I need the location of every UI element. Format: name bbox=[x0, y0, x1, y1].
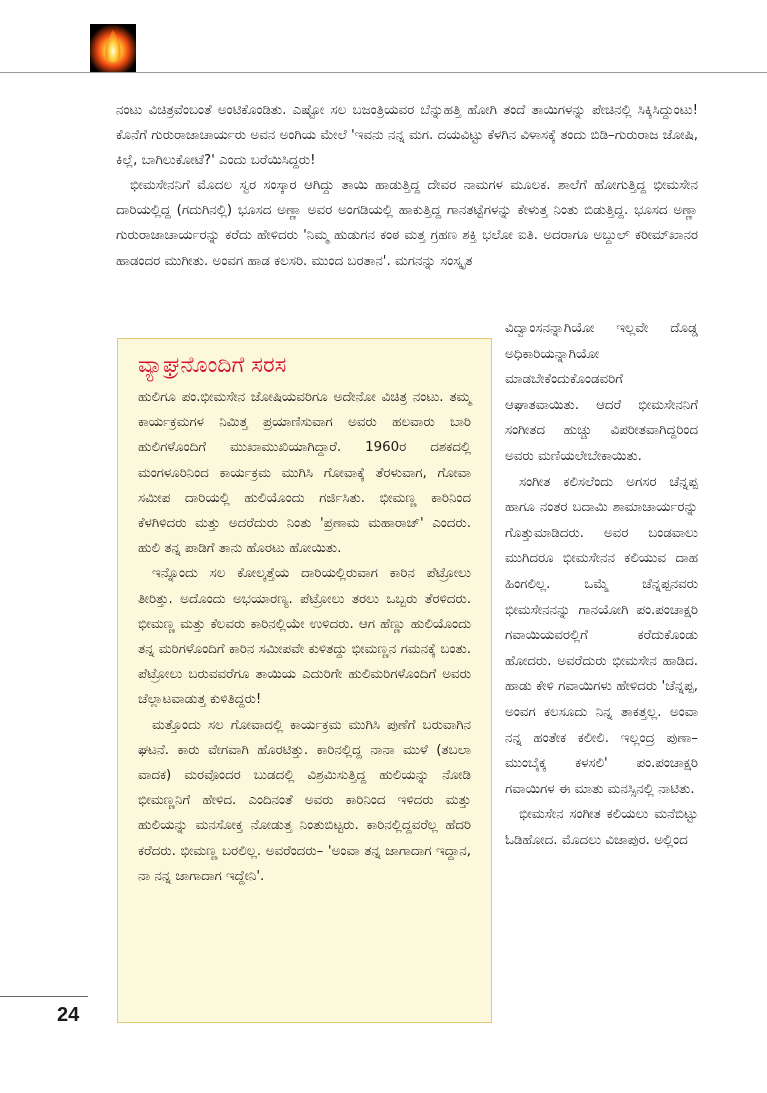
article-paragraph: ವಿದ್ವಾಂಸನನ್ನಾಗಿಯೋ ಇಲ್ಲವೇ ದೊಡ್ಡ ಅಧಿಕಾರಿಯನ್ನಾಗಿಯೋ ಮಾಡಬೇಕೆಂದುಕೊಂಡವರಿಗೆ ಆಘಾತವಾಯಿತು. ಆದರೆ ಭೀಮಸೇನನಿಗೆ ಸಂಗೀತದ ಹುಚ್ಚು ವಿಪರೀತವಾಗಿದ್ದರಿಂದ ಅವರು ಮಣಿಯಲೇಬೇಕಾಯಿತು. bbox=[505, 321, 698, 464]
article-top-text bbox=[116, 98, 698, 274]
sidebar-body bbox=[138, 385, 471, 889]
sidebar-title: ವ್ಯಾಘ್ರನೊಂದಿಗೆ ಸರಸ bbox=[138, 353, 287, 378]
footer-rule bbox=[0, 996, 88, 997]
article-paragraph: ನಂಟು ವಿಚಿತ್ರವೆಂಬಂತೆ ಅಂಟಿಕೊಂಡಿತು. ಎಷ್ಟೋ ಸಲ ಬಜಂತ್ರಿಯವರ ಬೆನ್ನುಹತ್ತಿ ಹೋಗಿ ತಂದೆ ತಾಯಿಗಳನ್ನು ಪೇಚಿನಲ್ಲಿ ಸಿಕ್ಕಿಸಿದ್ದುಂಟು! ಕೊನೆಗೆ ಗುರುರಾಜಾಚಾರ್ಯರು ಅವನ ಅಂಗಿಯ ಮೇಲೆ 'ಇವನು ನನ್ನ ಮಗ. ದಯವಿಟ್ಟು ಕೆಳಗಿನ ವಿಳಾಸಕ್ಕೆ ತಂದು ಬಿಡಿ–ಗುರುರಾಜ ಜೋಷಿ, ಕಿಲ್ಲೆ, ಬಾಗಿಲುಕೋಟೆ?' ಎಂದು ಬರೆಯಿಸಿದ್ದರು! bbox=[116, 103, 698, 169]
article-paragraph: ಭೀಮಸೇನ ಸಂಗೀತ ಕಲಿಯಲು ಮನೆಬಿಟ್ಟು ಓಡಿಹೋದ. ಮೊದಲು ವಿಜಾಪುರ. ಅಲ್ಲಿಂದ bbox=[505, 807, 698, 848]
sidebar-paragraph: ಮತ್ತೊಂದು ಸಲ ಗೋವಾದಲ್ಲಿ ಕಾರ್ಯಕ್ರಮ ಮುಗಿಸಿ ಪುಣೆಗೆ ಬರುವಾಗಿನ ಘಟನೆ. ಕಾರು ವೇಗವಾಗಿ ಹೊರಟಿತ್ತು. ಕಾರಿನಲ್ಲಿದ್ದ ನಾನಾ ಮುಳೆ (ತಬಲಾ ವಾದಕ) ಮರವೊಂದರ ಬುಡದಲ್ಲಿ ವಿಶ್ರಮಿಸುತ್ತಿದ್ದ ಹುಲಿಯನ್ನು ನೋಡಿ ಭೀಮಣ್ಣನಿಗೆ ಹೇಳಿದ. ಎಂದಿನಂತೆ ಅವರು ಕಾರಿನಿಂದ ಇಳಿದರು ಮತ್ತು ಹುಲಿಯನ್ನು ಮನಸೋಕ್ತ ನೋಡುತ್ತ ನಿಂತುಬಿಟ್ಟರು. ಕಾರಿನಲ್ಲಿದ್ದವರೆಲ್ಲ ಹೆದರಿ ಕರೆದರು. ಭೀಮಣ್ಣ ಬರಲಿಲ್ಲ. ಅವರೆಂದರು– 'ಅಂವಾ ತನ್ನ ಜಾಗಾದಾಗ ಇದ್ದಾನ, ನಾ ನನ್ನ ಜಾಗಾದಾಗ ಇದ್ದೇನಿ'. bbox=[138, 717, 471, 884]
article-paragraph: ಸಂಗೀತ ಕಲಿಸಲೆಂದು ಅಗಸರ ಚೆನ್ನಪ್ಪ ಹಾಗೂ ನಂತರ ಬದಾಮಿ ಶಾಮಾಚಾರ್ಯರನ್ನು ಗೊತ್ತುಮಾಡಿದರು. ಅವರ ಬಂಡವಾಲು ಮುಗಿದರೂ ಭೀಮಸೇನನ ಕಲಿಯುವ ದಾಹ ಹಿಂಗಲಿಲ್ಲ. ಒಮ್ಮೆ ಚೆನ್ನಪ್ಪನವರು ಭೀಮಸೇನನನ್ನು ಗಾನಯೋಗಿ ಪಂ.ಪಂಚಾಕ್ಷರಿ ಗವಾಯಿಯವರಲ್ಲಿಗೆ ಕರೆದುಕೊಂಡು ಹೋದರು. ಅವರೆದುರು ಭೀಮಸೇನ ಹಾಡಿದ. ಹಾಡು ಕೇಳಿ ಗವಾಯಿಗಳು ಹೇಳಿದರು 'ಚೆನ್ನಪ್ಪ, ಅಂವಗ ಕಲಸೂದು ನಿನ್ನ ತಾಕತ್ತಲ್ಲ. ಅಂವಾ ನನ್ನ ಹಂತೇಕ ಕಲೀಲಿ. ಇಲ್ಲಂದ್ರ ಪುಣಾ–ಮುಂಬೈಕ್ಕ ಕಳಸಲಿ' ಪಂ.ಪಂಚಾಕ್ಷರಿ ಗವಾಯಿಗಳ ಈ ಮಾತು ಮನಸ್ಸಿನಲ್ಲಿ ನಾಟಿತು. bbox=[505, 474, 698, 797]
sidebar-paragraph: ಇನ್ನೊಂದು ಸಲ ಕೋಲ್ಕತ್ತೆಯ ದಾರಿಯಲ್ಲಿರುವಾಗ ಕಾರಿನ ಪೆಟ್ರೋಲು ತೀರಿತ್ತು. ಅದೊಂದು ಅಭಯಾರಣ್ಯ. ಪೆಟ್ರೋಲು ತರಲು ಒಬ್ಬರು ತೆರಳಿದರು. ಭೀಮಣ್ಣ ಮತ್ತು ಕೆಲವರು ಕಾರಿನಲ್ಲಿಯೇ ಉಳಿದರು. ಆಗ ಹೆಣ್ಣು ಹುಲಿಯೊಂದು ತನ್ನ ಮರಿಗಳೊಂದಿಗೆ ಕಾರಿನ ಸಮೀಪವೇ ಕುಳಿತದ್ದು ಭೀಮಣ್ಣನ ಗಮನಕ್ಕೆ ಬಂತು. ಪೆಟ್ರೋಲು ಬರುವವರೆಗೂ ತಾಯಿಯ ಎದುರಿಗೇ ಹುಲಿಮರಿಗಳೊಂದಿಗೆ ಅವರು ಚೆಲ್ಲಾಟವಾಡುತ್ತ ಕುಳಿತಿದ್ದರು! bbox=[138, 566, 471, 708]
header-rule bbox=[0, 72, 767, 73]
sidebar-paragraph: ಹುಲಿಗೂ ಪಂ.ಭೀಮಸೇನ ಜೋಷಿಯವರಿಗೂ ಅದೇನೋ ವಿಚಿತ್ರ ನಂಟು. ತಮ್ಮ ಕಾರ್ಯಕ್ರಮಗಳ ನಿಮಿತ್ತ ಪ್ರಯಾಣಿಸುವಾಗ ಅವರು ಹಲವಾರು ಬಾರಿ ಹುಲಿಗಳೊಂದಿಗೆ ಮುಖಾಮುಖಿಯಾಗಿದ್ದಾರೆ. 1960ರ ದಶಕದಲ್ಲಿ ಮಂಗಳೂರಿನಿಂದ ಕಾರ್ಯಕ್ರಮ ಮುಗಿಸಿ ಗೋವಾಕ್ಕೆ ತೆರಳುವಾಗ, ಗೋವಾ ಸಮೀಪ ದಾರಿಯಲ್ಲಿ ಹುಲಿಯೊಂದು ಗರ್ಜಿಸಿತು. ಭೀಮಣ್ಣ ಕಾರಿನಿಂದ ಕೆಳಗಿಳಿದರು ಮತ್ತು ಅದರೆದುರು ನಿಂತು 'ಪ್ರಣಾಮ ಮಹಾರಾಜ್' ಎಂದರು. ಹುಲಿ ತನ್ನ ಪಾಡಿಗೆ ತಾನು ಹೊರಟು ಹೋಯಿತು. bbox=[138, 390, 471, 557]
tiger-story-sidebar bbox=[117, 338, 492, 1023]
article-right-column bbox=[505, 316, 698, 853]
page-number: 24 bbox=[57, 1004, 80, 1026]
article-paragraph: ಭೀಮಸೇನನಿಗೆ ಮೊದಲ ಸ್ವರ ಸಂಸ್ಕಾರ ಆಗಿದ್ದು ತಾಯಿ ಹಾಡುತ್ತಿದ್ದ ದೇವರ ನಾಮಗಳ ಮೂಲಕ. ಶಾಲೆಗೆ ಹೋಗುತ್ತಿದ್ದ ಭೀಮಸೇನ ದಾರಿಯಲ್ಲಿದ್ದ (ಗದುಗಿನಲ್ಲಿ) ಭೂಸದ ಅಣ್ಣಾ ಅವರ ಅಂಗಡಿಯಲ್ಲಿ ಹಾಕುತ್ತಿದ್ದ ಗಾನತಟ್ಟೆಗಳನ್ನು ಕೇಳುತ್ತ ನಿಂತು ಬಿಡುತ್ತಿದ್ದ. ಭೂಸದ ಅಣ್ಣಾ ಗುರುರಾಜಾಚಾರ್ಯರನ್ನು ಕರೆದು ಹೇಳಿದರು 'ನಿಮ್ಮ ಹುಡುಗನ ಕಂಠ ಮತ್ತ ಗ್ರಹಣ ಶಕ್ತಿ ಭಲೋ ಐತಿ. ಅದರಾಗೂ ಅಬ್ದುಲ್ ಕರೀಮ್‌ಖಾನರ ಹಾಡಂದರ ಮುಗೀತು. ಅಂವಗ ಹಾಡ ಕಲಸರಿ. ಮುಂದ ಬರತಾನ'. ಮಗನನ್ನು ಸಂಸ್ಕೃತ bbox=[116, 178, 698, 269]
lamp-flame-icon bbox=[90, 24, 136, 72]
